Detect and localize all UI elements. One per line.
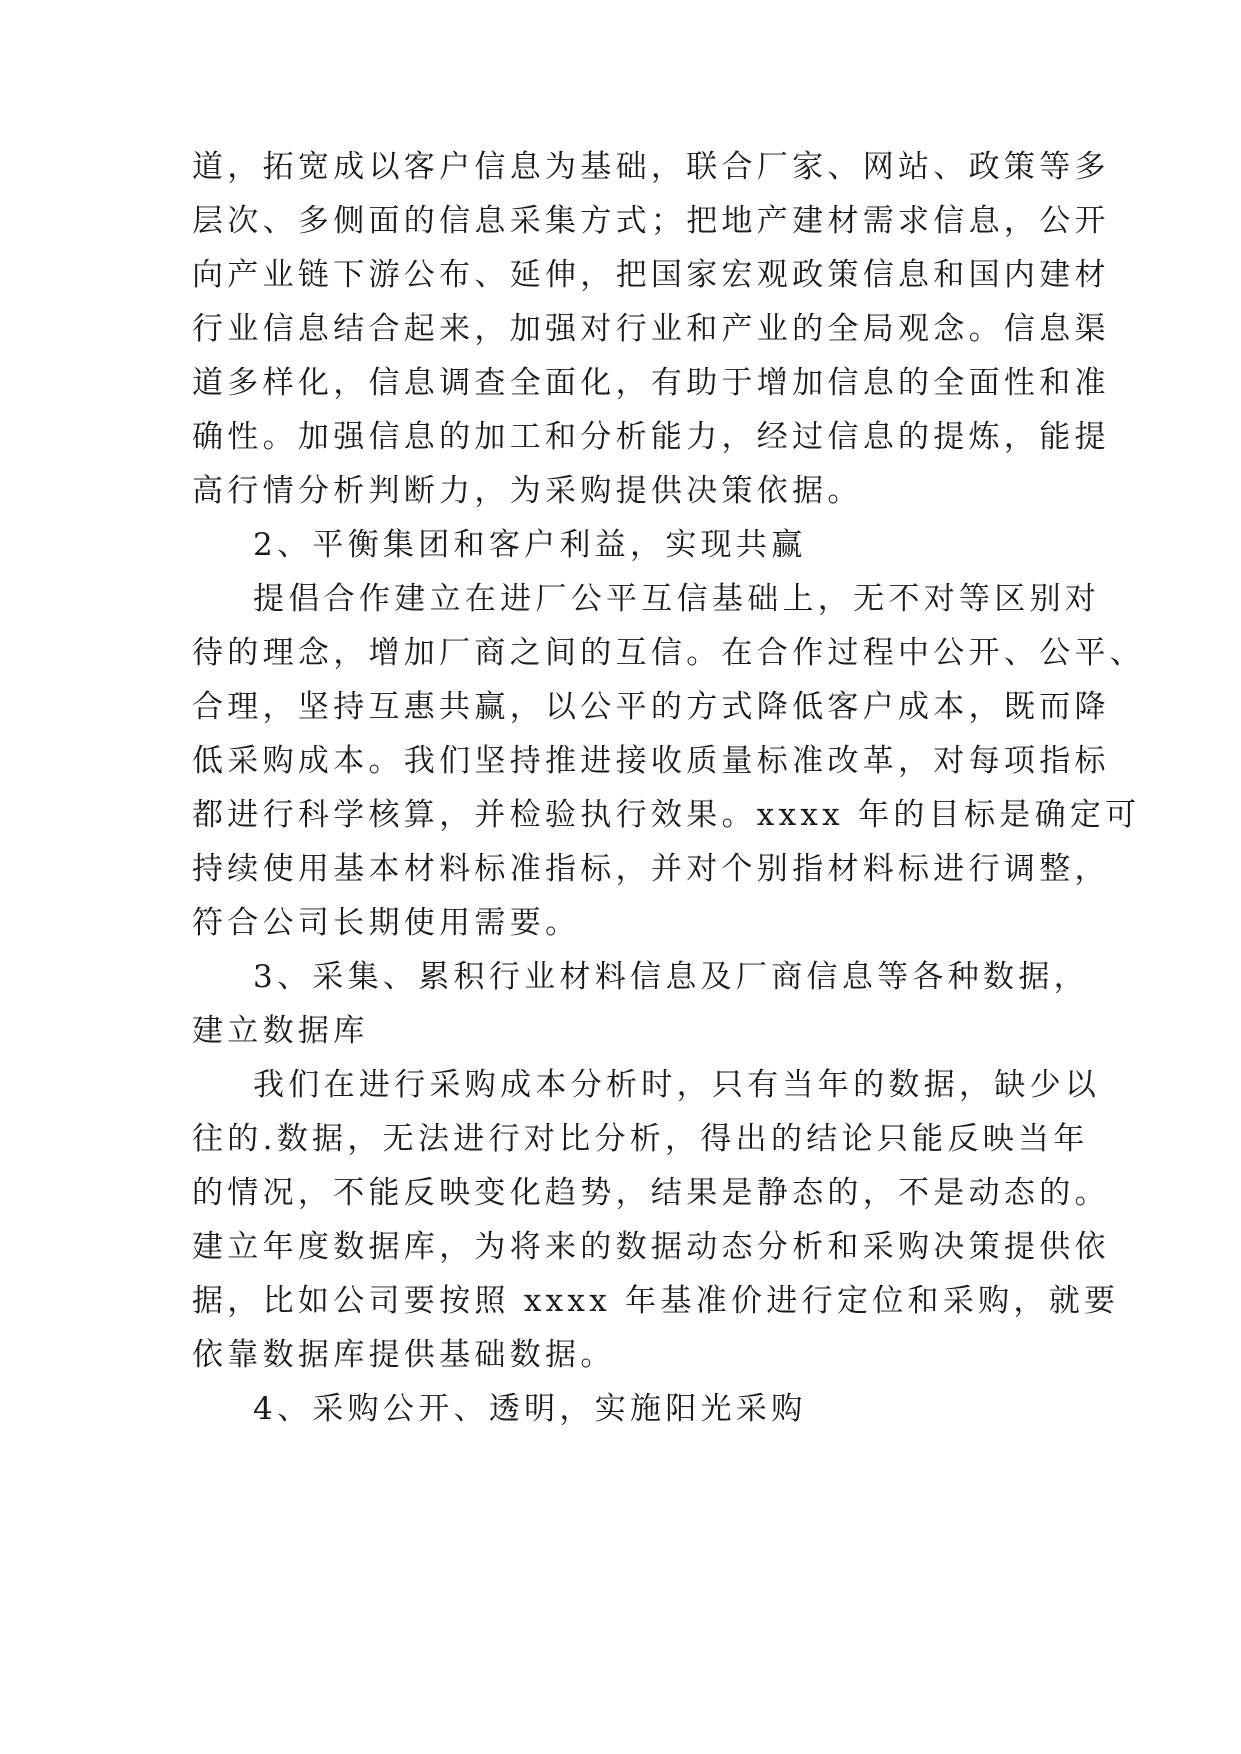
body-text-line: 持续使用基本材料标准指标，并对个别指材料标进行调整， xyxy=(192,851,1110,887)
body-text-line: 道多样化，信息调查全面化，有助于增加信息的全面性和准 xyxy=(192,365,1110,401)
section-heading-3: 3、采集、累积行业材料信息及厂商信息等各种数据， xyxy=(253,959,1089,995)
body-text-line: 待的理念，增加厂商之间的互信。在合作过程中公开、公平、 xyxy=(192,635,1146,671)
body-text-line: 道，拓宽成以客户信息为基础，联合厂家、网站、政策等多 xyxy=(192,149,1110,185)
body-text-line: 符合公司长期使用需要。 xyxy=(192,905,581,941)
body-text-line: 合理，坚持互惠共赢，以公平的方式降低客户成本，既而降 xyxy=(192,689,1110,725)
body-text-line: 往的.数据，无法进行对比分析，得出的结论只能反映当年 xyxy=(192,1121,1089,1157)
body-text-line: 高行情分析判断力，为采购提供决策依据。 xyxy=(192,473,863,509)
body-text-line: 向产业链下游公布、延伸，把国家宏观政策信息和国内建材 xyxy=(192,257,1110,293)
body-text-line: 依靠数据库提供基础数据。 xyxy=(192,1337,616,1373)
section-heading-2: 2、平衡集团和客户利益，实现共赢 xyxy=(253,527,807,563)
body-text-line: 确性。加强信息的加工和分析能力，经过信息的提炼，能提 xyxy=(192,419,1110,455)
section-heading-3-continued: 建立数据库 xyxy=(192,1013,369,1049)
body-text-line: 据，比如公司要按照 xxxx 年基准价进行定位和采购，就要 xyxy=(192,1283,1120,1319)
body-text-line: 低采购成本。我们坚持推进接收质量标准改革，对每项指标 xyxy=(192,743,1110,779)
body-text-line: 都进行科学核算，并检验执行效果。xxxx 年的目标是确定可 xyxy=(192,797,1141,833)
body-text-line: 建立年度数据库，为将来的数据动态分析和采购决策提供依 xyxy=(192,1229,1110,1265)
body-text-line: 行业信息结合起来，加强对行业和产业的全局观念。信息渠 xyxy=(192,311,1110,347)
paragraph-first-line: 提倡合作建立在进厂公平互信基础上，无不对等区别对 xyxy=(253,581,1101,617)
paragraph-first-line: 我们在进行采购成本分析时，只有当年的数据，缺少以 xyxy=(253,1067,1101,1103)
body-text-line: 的情况，不能反映变化趋势，结果是静态的，不是动态的。 xyxy=(192,1175,1110,1211)
body-text-line: 层次、多侧面的信息采集方式；把地产建材需求信息，公开 xyxy=(192,203,1110,239)
section-heading-4: 4、采购公开、透明，实施阳光采购 xyxy=(253,1391,807,1427)
